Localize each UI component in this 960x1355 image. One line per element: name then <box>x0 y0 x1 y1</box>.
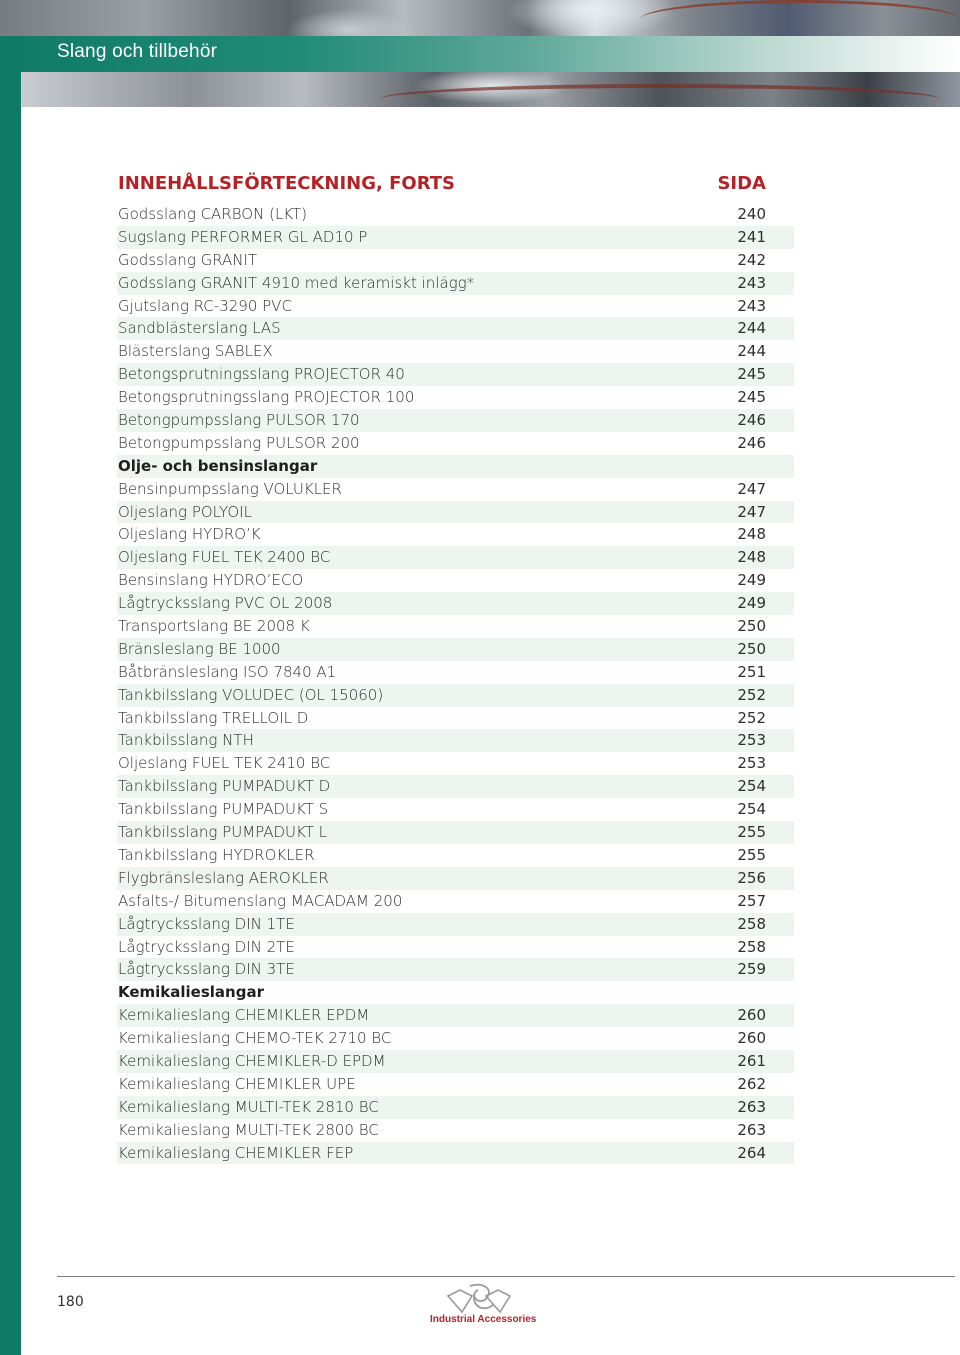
toc-row <box>117 272 794 295</box>
toc-entry-page: 260 <box>737 1006 766 1025</box>
toc-entry-page: 250 <box>737 639 766 658</box>
toc-entry-page: 252 <box>737 708 766 727</box>
toc-row <box>117 890 794 913</box>
toc-entry-page: 244 <box>737 342 766 361</box>
toc-row <box>117 729 794 752</box>
hose-image-detail <box>640 0 960 39</box>
toc-row <box>117 707 794 730</box>
toc-row <box>117 1050 794 1073</box>
toc-entry-label: Tankbilsslang PUMPADUKT L <box>118 823 327 842</box>
toc-entry-page: 258 <box>737 937 766 956</box>
toc-entry-page: 251 <box>737 662 766 681</box>
toc-row <box>117 684 794 707</box>
toc-row <box>117 867 794 890</box>
toc-entry-label: Oljeslang HYDRO’K <box>118 525 261 544</box>
toc-row <box>117 478 794 501</box>
toc-entry-label: Kemikalieslang CHEMIKLER-D EPDM <box>118 1051 386 1070</box>
toc-entry-label: Sugslang PERFORMER GL AD10 P <box>118 227 368 246</box>
toc-entry-page: 263 <box>737 1097 766 1116</box>
toc-entry-label: Lågtrycksslang DIN 1TE <box>118 914 295 933</box>
toc-entry-page: 254 <box>737 777 766 796</box>
toc-entry-page: 240 <box>737 205 766 223</box>
toc-entry-page: 250 <box>737 617 766 636</box>
toc-entry-page: 241 <box>737 227 766 246</box>
toc-entry-label: Tankbilsslang VOLUDEC (OL 15060) <box>118 685 384 704</box>
toc-heading: INNEHÅLLSFÖRTECKNING, FORTS <box>118 173 455 194</box>
toc-row <box>117 203 794 226</box>
toc-row <box>117 432 794 455</box>
toc-entry-page: 249 <box>737 594 766 613</box>
toc-row <box>117 249 794 272</box>
toc-row <box>117 295 794 318</box>
logo-text: Industrial Accessories <box>430 1314 537 1325</box>
toc-entry-label: Transportslang BE 2008 K <box>118 617 310 636</box>
toc-entry-page: 247 <box>737 502 766 521</box>
toc-entry-page: 245 <box>737 388 766 407</box>
toc-category-row <box>117 455 794 478</box>
toc-entry-label: Tankbilsslang PUMPADUKT S <box>118 800 329 819</box>
toc-row <box>117 1096 794 1119</box>
toc-entry-page: 264 <box>737 1143 766 1162</box>
toc-entry-page: 254 <box>737 800 766 819</box>
hose-image-detail-2 <box>380 84 940 114</box>
footer-divider <box>57 1276 955 1277</box>
toc-entry-page: 246 <box>737 433 766 452</box>
toc-entry-label: Sandblästerslang LAS <box>118 319 281 338</box>
toc-entry-label: Flygbränsleslang AEROKLER <box>118 868 329 887</box>
toc-entry-label: Lågtrycksslang PVC OL 2008 <box>118 594 333 613</box>
toc-entry-label: Oljeslang FUEL TEK 2400 BC <box>118 548 331 567</box>
toc-row <box>117 1142 794 1165</box>
toc-row <box>117 775 794 798</box>
toc-entry-page: 245 <box>737 365 766 384</box>
toc-entry-page: 248 <box>737 525 766 544</box>
toc-entry-label: Bensinslang HYDRO’ECO <box>118 571 304 590</box>
toc-entry-page: 242 <box>737 250 766 269</box>
toc-row <box>117 363 794 386</box>
toc-row <box>117 523 794 546</box>
toc-entry-label: Kemikalieslang MULTI-TEK 2800 BC <box>118 1120 379 1139</box>
toc-entry-label: Asfalts-/ Bitumenslang MACADAM 200 <box>118 891 403 910</box>
toc-entry-page: 263 <box>737 1120 766 1139</box>
toc-row <box>117 1073 794 1096</box>
toc-entry-label: Godsslang GRANIT 4910 med keramiskt inlägg* <box>118 273 475 292</box>
toc-row <box>117 752 794 775</box>
toc-entry-page: 243 <box>737 296 766 315</box>
toc-row <box>117 409 794 432</box>
toc-entry-label: Tankbilsslang NTH <box>118 731 254 750</box>
toc-entry-label: Gjutslang RC-3290 PVC <box>118 296 292 315</box>
toc-entry-label: Tankbilsslang PUMPADUKT D <box>118 777 331 796</box>
section-title: Slang och tillbehör <box>57 41 218 62</box>
toc-entry-label: Blästerslang SABLEX <box>118 342 273 361</box>
toc-row <box>117 958 794 981</box>
toc-entry-page: 258 <box>737 914 766 933</box>
toc-entry-label: Betongpumpsslang PULSOR 170 <box>118 411 360 430</box>
toc-row <box>117 340 794 363</box>
left-accent-bar <box>0 36 21 1355</box>
toc-entry-page: 248 <box>737 548 766 567</box>
toc-entry-label: Bränsleslang BE 1000 <box>118 639 281 658</box>
toc-entry-label: Betongsprutningsslang PROJECTOR 40 <box>118 365 405 384</box>
toc-row <box>117 317 794 340</box>
toc-entry-page: 253 <box>737 754 766 773</box>
toc-row <box>117 226 794 249</box>
toc-entry-page: 255 <box>737 845 766 864</box>
toc-entry-page: 255 <box>737 823 766 842</box>
toc-entry-page: 252 <box>737 685 766 704</box>
toc-row <box>117 798 794 821</box>
toc-entry-label: Godsslang GRANIT <box>118 250 258 269</box>
toc-row <box>117 844 794 867</box>
toc-category-label: Olje- och bensinslangar <box>118 456 318 475</box>
toc-entry-page: 259 <box>737 960 766 979</box>
toc-entry-label: Kemikalieslang CHEMIKLER EPDM <box>118 1006 370 1025</box>
toc-entry-page: 261 <box>737 1051 766 1070</box>
toc-category-label: Kemikalieslangar <box>118 983 264 1002</box>
toc-entry-label: Lågtrycksslang DIN 3TE <box>118 960 295 979</box>
toc-entry-label: Bensinpumpsslang VOLUKLER <box>118 479 342 498</box>
toc-row <box>117 1119 794 1142</box>
toc-row <box>117 913 794 936</box>
toc-entry-page: 256 <box>737 868 766 887</box>
toc-rows <box>117 203 794 1164</box>
toc-entry-page: 246 <box>737 411 766 430</box>
toc-entry-page: 257 <box>737 891 766 910</box>
toc-entry-label: Betongpumpsslang PULSOR 200 <box>118 433 360 452</box>
toc-row <box>117 386 794 409</box>
toc-entry-label: Kemikalieslang CHEMIKLER UPE <box>118 1074 356 1093</box>
toc-entry-page: 247 <box>737 479 766 498</box>
toc-row <box>117 615 794 638</box>
toc-row <box>117 569 794 592</box>
toc-row <box>117 592 794 615</box>
toc-entry-page: 260 <box>737 1029 766 1048</box>
toc-entry-label: Båtbränsleslang ISO 7840 A1 <box>118 662 337 681</box>
toc-row <box>117 501 794 524</box>
toc-entry-label: Tankbilsslang TRELLOIL D <box>118 708 309 727</box>
toc-entry-label: Lågtrycksslang DIN 2TE <box>118 937 295 956</box>
toc-entry-label: Tankbilsslang HYDROKLER <box>118 845 315 864</box>
toc-entry-page: 253 <box>737 731 766 750</box>
toc-entry-page: 244 <box>737 319 766 338</box>
toc-entry-label: Kemikalieslang CHEMIKLER FEP <box>118 1143 354 1162</box>
page-number: 180 <box>57 1294 84 1310</box>
toc-entry-label: Betongsprutningsslang PROJECTOR 100 <box>118 388 415 407</box>
toc-entry-page: 243 <box>737 273 766 292</box>
toc-category-row <box>117 981 794 1004</box>
toc-entry-label: Godsslang CARBON (LKT) <box>118 205 307 223</box>
toc-row <box>117 638 794 661</box>
toc-entry-label: Oljeslang POLYOIL <box>118 502 252 521</box>
toc-entry-label: Kemikalieslang MULTI-TEK 2810 BC <box>118 1097 379 1116</box>
toc-entry-label: Oljeslang FUEL TEK 2410 BC <box>118 754 331 773</box>
toc-row <box>117 936 794 959</box>
table-of-contents <box>117 170 794 1162</box>
toc-row <box>117 546 794 569</box>
toc-entry-page: 262 <box>737 1074 766 1093</box>
toc-header <box>117 170 794 198</box>
toc-row <box>117 821 794 844</box>
toc-row <box>117 1004 794 1027</box>
toc-page-column-label: SIDA <box>717 173 766 194</box>
toc-entry-label: Kemikalieslang CHEMO-TEK 2710 BC <box>118 1029 392 1048</box>
toc-entry-page: 249 <box>737 571 766 590</box>
toc-row <box>117 661 794 684</box>
toc-row <box>117 1027 794 1050</box>
